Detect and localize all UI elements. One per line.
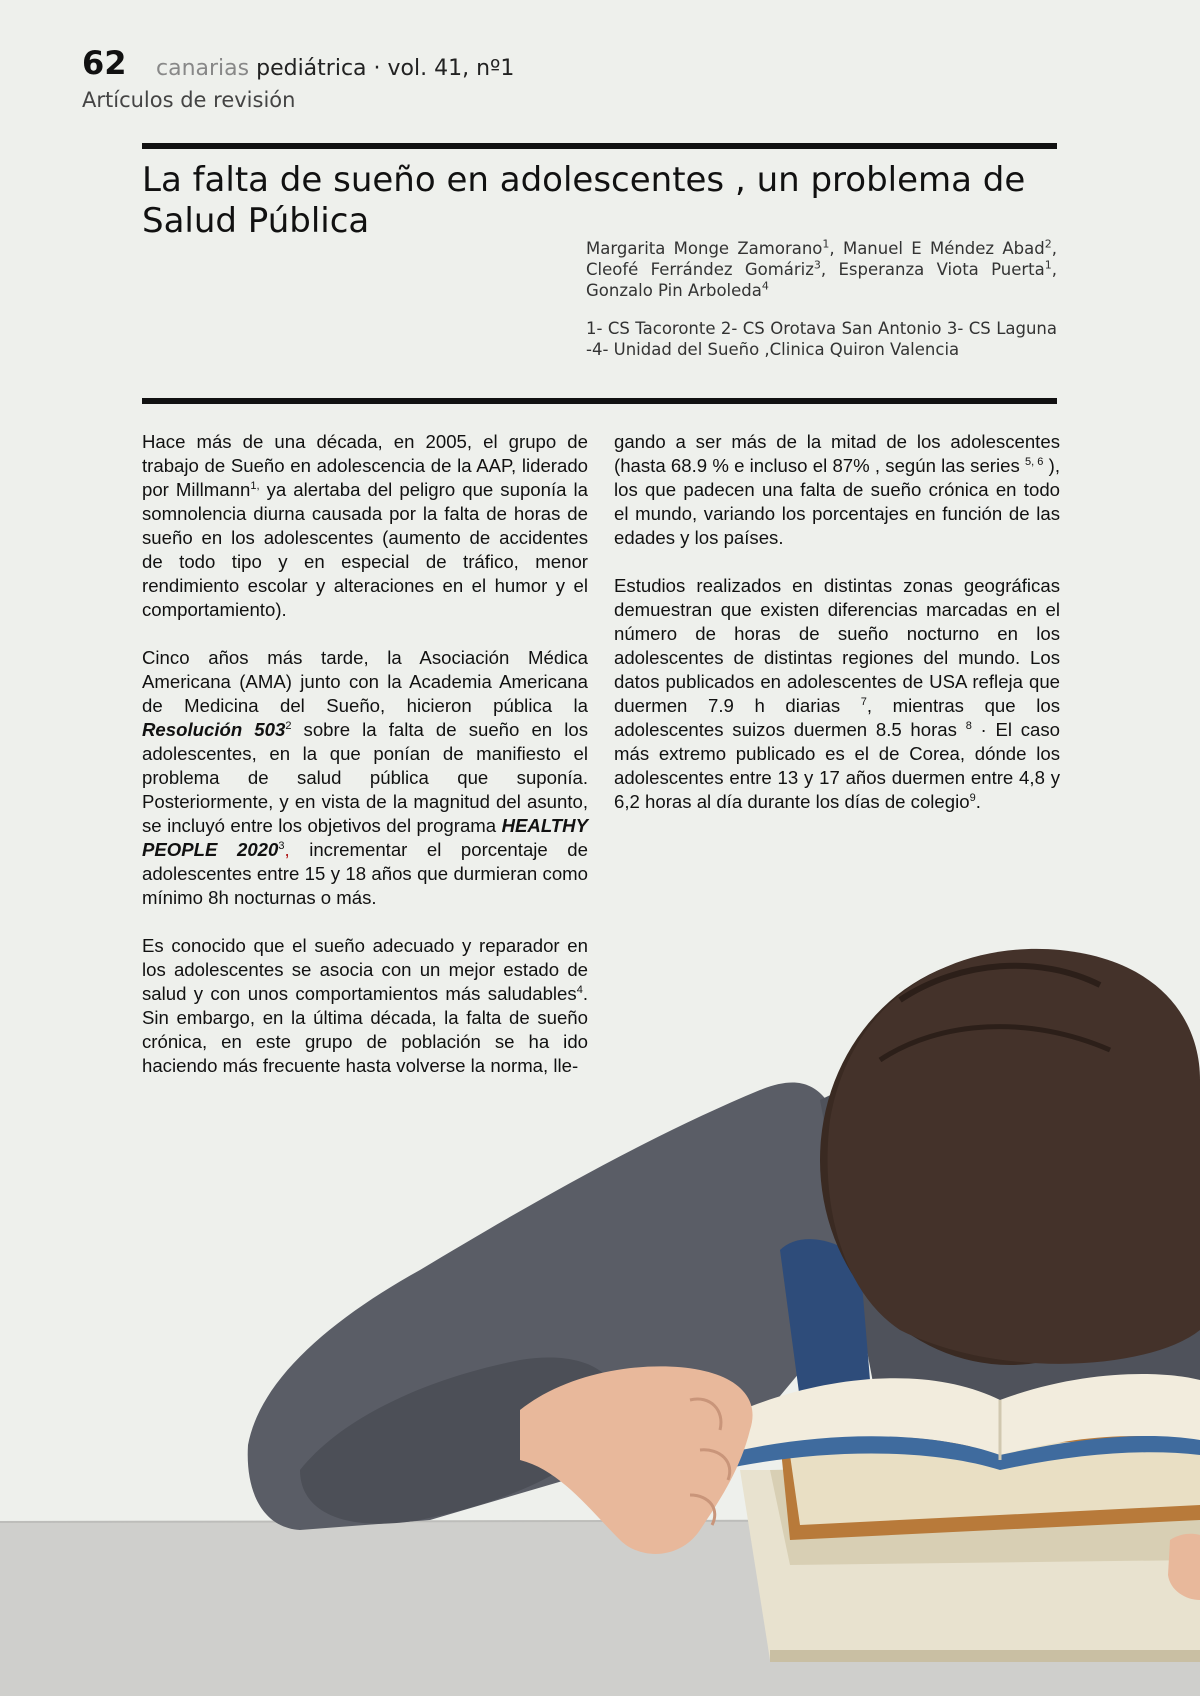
author-affiliation-ref: 1 bbox=[822, 237, 830, 251]
author: Cleofé Ferrández Gomáriz bbox=[586, 260, 814, 279]
body-paragraph: Hace más de una década, en 2005, el grupo de trabajo de Sueño en adolescencia de la AAP, liderado por Millmann$^{1,}$ ya alertaba del peligro que suponía la somnolencia diurna causada por la falta de horas de sueño en los adolescentes (aumento de accidentes de todo tipo y en especial de tráfico, menor rendimiento escolar y alteraciones en el humor y el comportamiento). bbox=[142, 431, 588, 620]
emphasis-program: HEALTHY PEOPLE 2020 bbox=[142, 815, 588, 860]
body-paragraph: gando a ser más de la mitad de los adolescentes (hasta 68.9 % e incluso el 87% , según las series $^{5, 6}$ ), los que padecen una falta de sueño crónica en todo el mundo, variando los porcentajes en función de las edades y los países. bbox=[614, 431, 1061, 548]
author-list: Margarita Monge Zamorano$^1$, Manuel E Méndez Abad$^2$, Cleofé Ferrández Gomáriz$^3$, Esperanza Viota Puerta$^1$, Gonzalo Pin Arboleda$^4$ bbox=[586, 237, 1057, 300]
affiliations: 1- CS Tacoronte 2- CS Orotava San Antonio 3- CS Laguna -4- Unidad del Sueño ,Clinica Quiron Valencia bbox=[586, 319, 1057, 359]
red-comma: , bbox=[284, 839, 290, 860]
page-number: 62 bbox=[82, 44, 127, 82]
author-affiliation-ref: 4 bbox=[761, 279, 769, 293]
citation-ref: 4 bbox=[576, 983, 583, 996]
body-column-right bbox=[614, 430, 1060, 838]
emphasis-resolution: Resolución 503 bbox=[142, 719, 286, 740]
author-affiliation-ref: 1 bbox=[1044, 258, 1052, 272]
author-affiliation-ref: 2 bbox=[1044, 237, 1052, 251]
citation-ref: 5, 6 bbox=[1025, 455, 1044, 468]
journal-name bbox=[156, 56, 514, 81]
citation-ref: 3 bbox=[278, 839, 285, 852]
citation-ref: 9 bbox=[969, 791, 976, 804]
citation-ref: 8 bbox=[965, 719, 972, 732]
author: Esperanza Viota Puerta bbox=[838, 260, 1045, 279]
bottom-rule bbox=[142, 398, 1057, 404]
section-label: Artículos de revisión bbox=[82, 88, 296, 112]
sleeping-teen-illustration bbox=[0, 900, 1200, 1696]
body-paragraph: Cinco años más tarde, la Asociación Médica Americana (AMA) junto con la Academia Americana de Medicina del Sueño, hicieron pública la Resolución $503^2$ sobre la falta de sueño en los adolescentes, en la que ponían de manifiesto el problema de salud pública que suponía. Posteriormente, y en vista de la magnitud del asunto, se incluyó entre los objetivos del programa HEALTHY PEOPLE 2020$^3$, incrementar el porcentaje de adolescentes entre 15 y 18 años que durmieran como mínimo 8h nocturnas o más. bbox=[142, 647, 588, 908]
body-paragraph: Es conocido que el sueño adecuado y reparador en los adolescentes se asocia con un mejor estado de salud y con unos comportamientos más saludables$^4$. Sin embargo, en la última década, la falta de sueño crónica, en este grupo de población se ha ido haciendo más frecuente hasta volverse la norma, lle- bbox=[142, 935, 588, 1076]
journal-name-light: canarias bbox=[156, 56, 250, 81]
top-rule bbox=[142, 143, 1057, 149]
author: Manuel E Méndez Abad bbox=[842, 239, 1045, 258]
citation-ref: 7 bbox=[860, 695, 867, 708]
author: Gonzalo Pin Arboleda bbox=[586, 281, 762, 300]
citation-ref: 2 bbox=[285, 719, 292, 732]
body-paragraph: Estudios realizados en distintas zonas geográficas demuestran que existen diferencias marcadas en el número de horas de sueño nocturno en los adolescentes de distintas regiones del mundo. Los datos publicados en adolescentes de USA refleja que duermen 7.9 h diarias $^7$, mientras que los adolescentes suizos duermen 8.5 horas $^8$ · El caso más extremo publicado es el de Corea, dónde los adolescentes entre 13 y 17 años duermen entre 4,8 y 6,2 horas al día durante los días de colegio$^9$. bbox=[614, 575, 1061, 812]
citation-ref: 1, bbox=[250, 479, 260, 492]
article-title: La falta de sueño en adolescentes , un problema de Salud Pública bbox=[142, 160, 1026, 241]
journal-name-bold: pediátrica · vol. 41, nº1 bbox=[256, 56, 515, 81]
author-affiliation-ref: 3 bbox=[813, 258, 821, 272]
author: Margarita Monge Zamorano bbox=[586, 239, 823, 258]
